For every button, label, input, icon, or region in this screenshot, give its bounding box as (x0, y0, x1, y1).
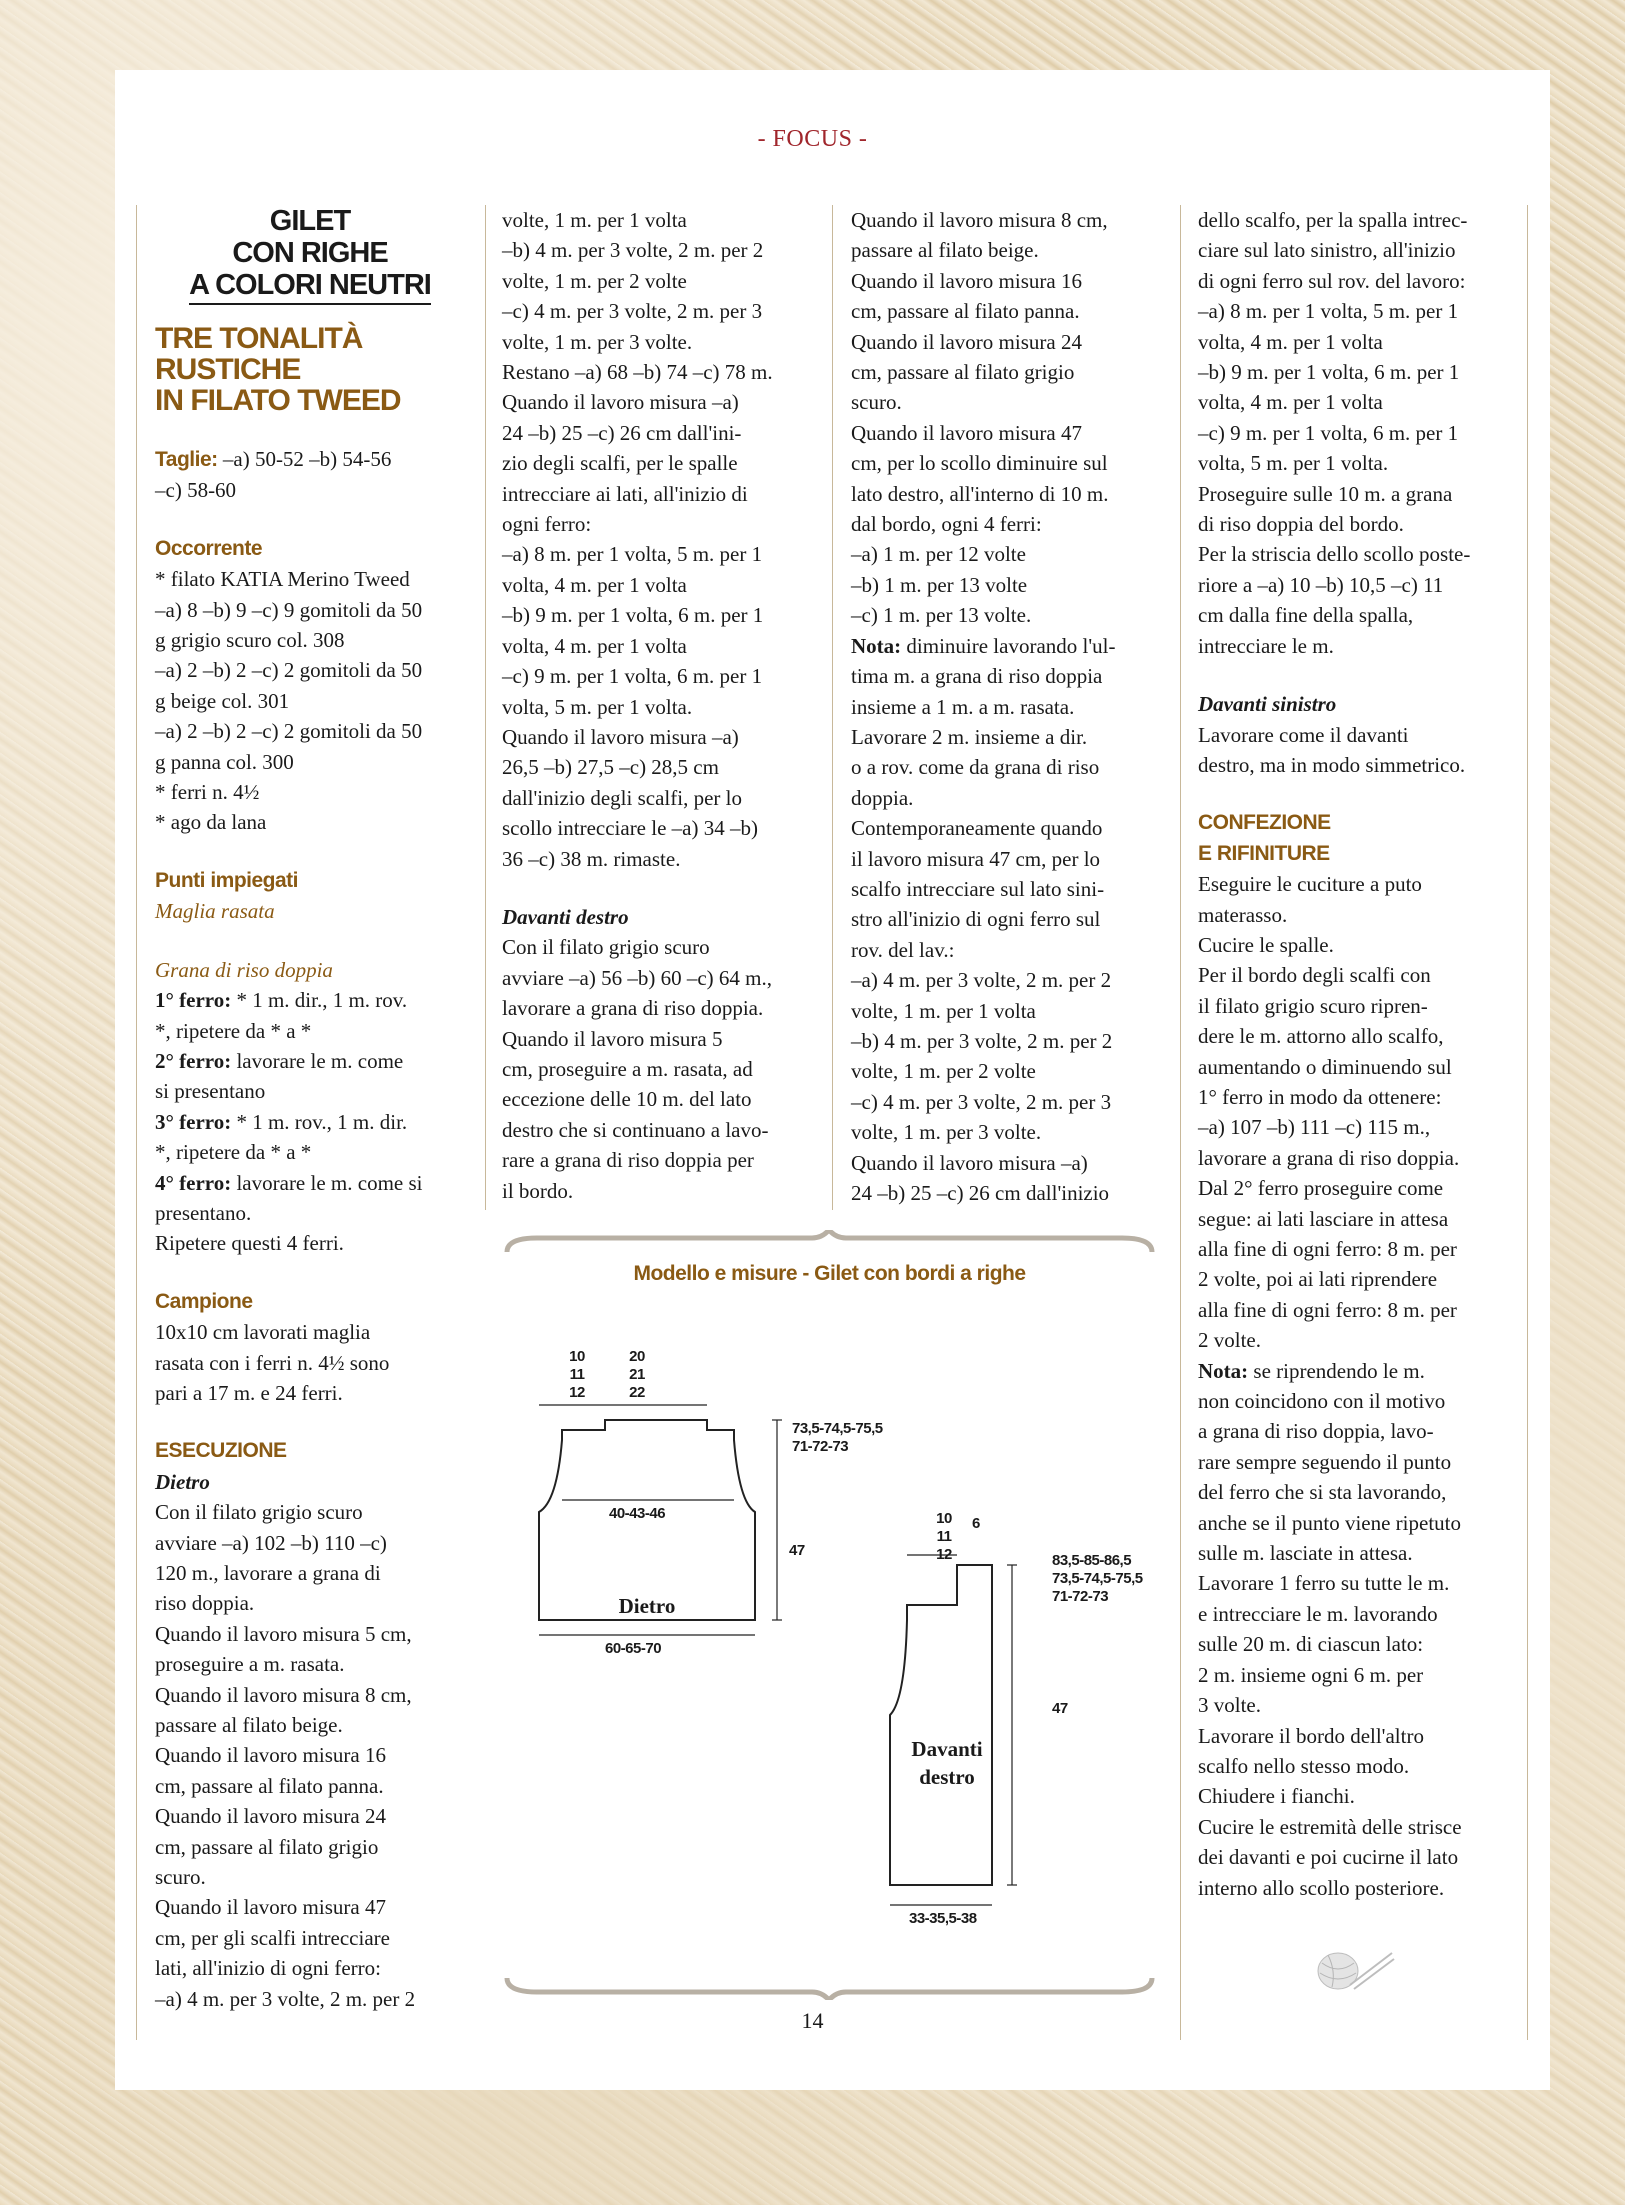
text-line: intrecciare ai lati, all'inizio di (502, 481, 748, 506)
text-line: 26,5 –b) 27,5 –c) 28,5 cm (502, 755, 719, 780)
text-line: stro all'inizio di ogni ferro sul (851, 907, 1101, 932)
text-line: 36 –c) 38 m. rimaste. (502, 846, 681, 871)
text-line: Quando il lavoro misura –a) (502, 390, 739, 415)
text-line: destro che si continuano a lavo- (502, 1117, 769, 1142)
text-line: e intrecciare le m. lavorando (1198, 1601, 1438, 1626)
text-line: –c) 9 m. per 1 volta, 6 m. per 1 (502, 664, 763, 689)
dietro-piece-label: Dietro (618, 1594, 676, 1618)
text-line: scuro. (155, 1865, 206, 1890)
text-line: –a) 107 –b) 111 –c) 115 m., (1198, 1115, 1431, 1140)
text-line: 2 volte. (1198, 1328, 1261, 1353)
measure-text: 73,5-74,5-75,5 (792, 1420, 883, 1437)
text-line: Quando il lavoro misura 5 (502, 1026, 723, 1051)
text-line: Quando il lavoro misura –a) (502, 724, 739, 749)
measure-text: 21 (629, 1366, 645, 1383)
text-line: proseguire a m. rasata. (155, 1652, 345, 1677)
text-line: dello scalfo, per la spalla intrec- (1198, 208, 1468, 232)
confezione-text (1198, 869, 1508, 1356)
text-line: lati, all'inizio di ogni ferro: (155, 1956, 381, 1981)
diagram-title: Modello e misure - Gilet con bordi a righe (633, 1262, 1026, 1285)
text-line: Quando il lavoro misura 16 (851, 268, 1082, 293)
column-rule (485, 205, 486, 1210)
text-line: scalfo intrecciare sul lato sini- (851, 876, 1105, 901)
measure-47: 47 (789, 1542, 805, 1559)
text-line: 24 –b) 25 –c) 26 cm dall'ini- (502, 420, 742, 445)
occorrente-heading: Occorrente (155, 536, 263, 560)
text-line: scalfo nello stesso modo. (1198, 1753, 1410, 1778)
text-line: –c) 4 m. per 3 volte, 2 m. per 3 (851, 1089, 1112, 1114)
text-line: volte, 1 m. per 2 volte (851, 1059, 1036, 1084)
measure-text: 10 (569, 1348, 585, 1365)
text-line: rare a grana di riso doppia per (502, 1148, 754, 1173)
text-line: scuro. (851, 390, 902, 415)
column-1 (155, 205, 465, 2014)
measure-front-right (1052, 1552, 1143, 1606)
text-line: Quando il lavoro misura 5 cm, (155, 1621, 412, 1646)
occorrente-list (155, 564, 465, 838)
confezione-heading: CONFEZIONE (1198, 811, 1331, 835)
measure-text: 73,5-74,5-75,5 (1052, 1570, 1143, 1587)
measure-40-43-46: 40-43-46 (609, 1505, 666, 1522)
text-line: anche se il punto viene ripetuto (1198, 1510, 1462, 1535)
dietro-heading: Dietro (155, 1469, 210, 1494)
text-line: Proseguire sulle 10 m. a grana (1198, 481, 1453, 506)
text-line: rare sempre seguendo il punto (1198, 1449, 1452, 1474)
text-line: 1° ferro in modo da ottenere: (1198, 1084, 1442, 1109)
column-3 (851, 205, 1161, 1208)
text-line: Quando il lavoro misura 8 cm, (155, 1682, 412, 1707)
text-line: cm, proseguire a m. rasata, ad (502, 1056, 753, 1081)
text-line: cm dalla fine della spalla, (1198, 603, 1414, 628)
text-line: 2 m. insieme ogni 6 m. per (1198, 1662, 1424, 1687)
taglie-label: Taglie: (155, 448, 218, 471)
text-line: interno allo scollo posteriore. (1198, 1875, 1445, 1900)
text-line: lato destro, all'interno di 10 m. (851, 481, 1109, 506)
text-line: Quando il lavoro misura 24 (155, 1804, 386, 1829)
bracket-top (507, 1230, 1152, 1252)
text-line: 24 –b) 25 –c) 26 cm dall'inizio (851, 1181, 1110, 1205)
text-line: cm, passare al filato grigio (851, 360, 1075, 385)
text-line: volta, 4 m. per 1 volta (1198, 390, 1383, 415)
measure-text: 11 (936, 1528, 952, 1545)
text-line: dei davanti e poi cucirne il lato (1198, 1845, 1459, 1870)
dietro-text (155, 1497, 465, 2014)
text-line: 10x10 cm lavorati maglia (155, 1320, 371, 1345)
yarn-ball-icon (1310, 1945, 1395, 1995)
text-line: –a) 2 –b) 2 –c) 2 gomitoli da 50 (155, 658, 423, 683)
text-line: dall'inizio degli scalfi, per lo (502, 785, 742, 810)
nota-text: se riprendendo le m. (1248, 1358, 1425, 1383)
text-line: –c) 1 m. per 13 volte. (851, 603, 1032, 628)
subtitle-line: RUSTICHE (155, 353, 301, 386)
text-line: lavorare a grana di riso doppia. (1198, 1145, 1460, 1170)
measure-text: 22 (629, 1384, 645, 1401)
text-line: il lavoro misura 47 cm, per lo (851, 846, 1101, 871)
text-line: volte, 1 m. per 1 volta (502, 208, 687, 232)
subtitle-line: TRE TONALITÀ (155, 322, 363, 355)
text-line: volte, 1 m. per 3 volte. (851, 1120, 1042, 1145)
page-number: 14 (801, 2008, 824, 2033)
measure-front-10-11-12 (929, 1510, 959, 1564)
taglie-text: –c) 58-60 (155, 478, 237, 503)
subtitle-line: IN FILATO TWEED (155, 384, 401, 417)
text-line: destro, ma in modo simmetrico. (1198, 752, 1466, 777)
text-line: segue: ai lati lasciare in attesa (1198, 1206, 1449, 1231)
text-line: alla fine di ogni ferro: 8 m. per (1198, 1297, 1457, 1322)
text-line: Quando il lavoro misura 24 (851, 329, 1082, 354)
article-title (155, 205, 465, 305)
ferro-text: *, ripetere da * a * (155, 1018, 312, 1043)
text-line: avviare –a) 102 –b) 110 –c) (155, 1530, 387, 1555)
esecuzione-heading: ESECUZIONE (155, 1439, 287, 1463)
davanti-sinistro-heading: Davanti sinistro (1198, 692, 1337, 717)
column-rule (1180, 205, 1181, 2040)
measure-text: 11 (569, 1366, 585, 1383)
diagram-box (497, 1230, 1162, 2000)
piece-label-line: Davanti (911, 1737, 983, 1761)
text-line: Lavorare 1 ferro su tutte le m. (1198, 1571, 1450, 1596)
text-line: Contemporaneamente quando (851, 816, 1103, 841)
nota-label: Nota: (851, 633, 902, 658)
text-line: rov. del lav.: (851, 937, 955, 962)
text-line: Quando il lavoro misura 47 (851, 420, 1082, 445)
text-line: dal bordo, ogni 4 ferri: (851, 512, 1042, 537)
nota-text: diminuire lavorando l'ul- (901, 633, 1116, 658)
ferro-label: 2° ferro: (155, 1048, 232, 1073)
text-line: Con il filato grigio scuro (155, 1500, 363, 1525)
page-header: - FOCUS - (757, 126, 868, 152)
campione-text (155, 1317, 465, 1408)
text-line: * ferri n. 4½ (155, 780, 260, 805)
ferro-text: * 1 m. rov., 1 m. dir. (231, 1109, 408, 1134)
text-line: –a) 4 m. per 3 volte, 2 m. per 2 (851, 968, 1112, 993)
measure-front-47: 47 (1052, 1700, 1068, 1717)
text-line: avviare –a) 56 –b) 60 –c) 64 m., (502, 965, 772, 990)
text-line: intrecciare le m. (1198, 633, 1334, 658)
text-line: –c) 4 m. per 3 volte, 2 m. per 3 (502, 299, 763, 324)
davanti-outline (890, 1565, 992, 1885)
piece-label-line: destro (919, 1765, 975, 1789)
text-line: cm, passare al filato panna. (155, 1773, 384, 1798)
measure-33-35-38: 33-35,5-38 (909, 1910, 977, 1927)
text-line: –a) 1 m. per 12 volte (851, 542, 1026, 567)
text-line: riso doppia. (155, 1591, 255, 1616)
text-line: –c) 9 m. per 1 volta, 6 m. per 1 (1198, 420, 1459, 445)
text-line: –b) 1 m. per 13 volte (851, 572, 1028, 597)
measure-shoulder-back (792, 1420, 883, 1456)
text-line: –b) 9 m. per 1 volta, 6 m. per 1 (1198, 360, 1460, 385)
maglia-rasata-label: Maglia rasata (155, 899, 275, 924)
text-line: Cucire le estremità delle strisce (1198, 1814, 1462, 1839)
text-line: Restano –a) 68 –b) 74 –c) 78 m. (502, 360, 773, 385)
nota-label: Nota: (1198, 1358, 1249, 1383)
ferro-text: lavorare le m. come si (231, 1170, 423, 1195)
column-3-text (851, 661, 1161, 1208)
davanti-destro-text (502, 932, 812, 1206)
text-line: volte, 1 m. per 3 volte. (502, 329, 693, 354)
text-line: –a) 4 m. per 3 volte, 2 m. per 2 (155, 1986, 416, 2011)
ferro-label: 3° ferro: (155, 1109, 232, 1134)
text-line: g grigio scuro col. 308 (155, 628, 345, 653)
text-line: volte, 1 m. per 1 volta (851, 998, 1036, 1023)
confezione-heading: E RIFINITURE (1198, 841, 1330, 865)
davanti-sinistro-text (1198, 720, 1508, 781)
text-line: 2 volte, poi ai lati riprendere (1198, 1267, 1438, 1292)
text-line: o a rov. come da grana di riso (851, 755, 1100, 780)
column-4 (1198, 205, 1508, 1903)
ferro-text: presentano. (155, 1200, 252, 1225)
measure-text: 10 (936, 1510, 952, 1527)
text-line: sulle 20 m. di ciascun lato: (1198, 1632, 1424, 1657)
column-3-text (851, 205, 1161, 631)
text-line: Dal 2° ferro proseguire come (1198, 1176, 1444, 1201)
text-line: pari a 17 m. e 24 ferri. (155, 1380, 343, 1405)
measure-text: 12 (936, 1546, 952, 1563)
ripetere-text: Ripetere questi 4 ferri. (155, 1231, 344, 1256)
text-line: cm, per gli scalfi intrecciare (155, 1925, 390, 1950)
punti-heading: Punti impiegati (155, 868, 299, 892)
text-line: volta, 5 m. per 1 volta. (502, 694, 693, 719)
column-rule (832, 205, 833, 1210)
text-line: zio degli scalfi, per le spalle (502, 451, 738, 476)
text-line: Per la striscia dello scollo poste- (1198, 542, 1471, 567)
title-line: CON RIGHE (232, 237, 388, 269)
ferro-text: * 1 m. dir., 1 m. rov. (231, 988, 408, 1013)
bracket-bottom (507, 1978, 1152, 2000)
text-line: Per il bordo degli scalfi con (1198, 963, 1431, 988)
text-line: 3 volte. (1198, 1693, 1261, 1718)
text-line: dere le m. attorno allo scalfo, (1198, 1024, 1444, 1049)
taglie-text: –a) 50-52 –b) 54-56 (217, 447, 392, 471)
text-line: * filato KATIA Merino Tweed (155, 567, 410, 592)
text-line: di ogni ferro sul rov. del lavoro: (1198, 268, 1466, 293)
text-line: ciare sul lato sinistro, all'inizio (1198, 238, 1456, 263)
text-line: non coincidono con il motivo (1198, 1389, 1446, 1414)
text-line: volta, 4 m. per 1 volta (502, 633, 687, 658)
text-line: –b) 4 m. per 3 volte, 2 m. per 2 (851, 1028, 1113, 1053)
text-line: aumentando o diminuendo sul (1198, 1054, 1452, 1079)
grana-heading: Grana di riso doppia (155, 957, 333, 982)
text-line: Lavorare come il davanti (1198, 722, 1409, 747)
ferro-text: lavorare le m. come (231, 1048, 404, 1073)
text-line: a grana di riso doppia, lavo- (1198, 1419, 1434, 1444)
text-line: g beige col. 301 (155, 688, 290, 713)
article-subtitle (155, 323, 465, 416)
davanti-destro-heading: Davanti destro (502, 904, 629, 929)
text-line: passare al filato beige. (851, 238, 1039, 263)
text-line: Quando il lavoro misura 8 cm, (851, 208, 1108, 232)
text-line: ogni ferro: (502, 512, 592, 537)
column-rule (1527, 205, 1528, 2040)
text-line: doppia. (851, 785, 914, 810)
title-line: A COLORI NEUTRI (189, 269, 431, 305)
text-line: tima m. a grana di riso doppia (851, 664, 1103, 689)
text-line: cm, passare al filato panna. (851, 299, 1080, 324)
text-line: lavorare a grana di riso doppia. (502, 996, 764, 1021)
text-line: insieme a 1 m. a m. rasata. (851, 694, 1075, 719)
text-line: scollo intrecciare le –a) 34 –b) (502, 816, 758, 841)
text-line: il filato grigio scuro ripren- (1198, 993, 1428, 1018)
text-line: * ago da lana (155, 810, 267, 835)
measure-10-11-12 (562, 1348, 592, 1402)
text-line: materasso. (1198, 902, 1288, 927)
measure-text: 12 (569, 1384, 585, 1401)
measure-text: 20 (629, 1348, 645, 1365)
text-line: Con il filato grigio scuro (502, 935, 710, 960)
text-line: cm, passare al filato grigio (155, 1834, 379, 1859)
text-line: Chiudere i fianchi. (1198, 1784, 1355, 1809)
text-line: volte, 1 m. per 2 volte (502, 268, 687, 293)
text-line: –a) 8 –b) 9 –c) 9 gomitoli da 50 (155, 597, 423, 622)
text-line: cm, per lo scollo diminuire sul (851, 451, 1108, 476)
text-line: Quando il lavoro misura –a) (851, 1150, 1088, 1175)
text-line: –b) 4 m. per 3 volte, 2 m. per 2 (502, 238, 764, 263)
campione-heading: Campione (155, 1289, 253, 1313)
text-line: –b) 9 m. per 1 volta, 6 m. per 1 (502, 603, 764, 628)
column-2-text (502, 205, 812, 874)
text-line: di riso doppia del bordo. (1198, 512, 1404, 537)
ferro-label: 1° ferro: (155, 988, 232, 1013)
text-line: riore a –a) 10 –b) 10,5 –c) 11 (1198, 572, 1444, 597)
text-line: 120 m., lavorare a grana di (155, 1561, 381, 1585)
measure-60-65-70: 60-65-70 (605, 1640, 662, 1657)
text-line: volta, 4 m. per 1 volta (1198, 329, 1383, 354)
measure-6: 6 (972, 1515, 980, 1532)
measure-20-21-22 (622, 1348, 652, 1402)
title-line: GILET (269, 205, 351, 237)
text-line: sulle m. lasciate in attesa. (1198, 1541, 1413, 1566)
davanti-piece-label (897, 1735, 997, 1791)
text-line: volta, 4 m. per 1 volta (502, 572, 687, 597)
text-line: Quando il lavoro misura 16 (155, 1743, 386, 1768)
column-2 (502, 205, 812, 1206)
text-line: il bordo. (502, 1178, 574, 1203)
text-line: –a) 8 m. per 1 volta, 5 m. per 1 (502, 542, 763, 567)
column-4-text (1198, 205, 1508, 661)
measure-text: 83,5-85-86,5 (1052, 1552, 1132, 1569)
column-rule (136, 205, 137, 2040)
text-line: rasata con i ferri n. 4½ sono (155, 1350, 390, 1375)
text-line: eccezione delle 10 m. del lato (502, 1087, 752, 1112)
text-line: Cucire le spalle. (1198, 932, 1334, 957)
text-line: Lavorare 2 m. insieme a dir. (851, 724, 1088, 749)
text-line: Eseguire le cuciture a puto (1198, 872, 1422, 897)
ferro-label: 4° ferro: (155, 1170, 232, 1195)
text-line: –a) 8 m. per 1 volta, 5 m. per 1 (1198, 299, 1459, 324)
text-line: del ferro che si sta lavorando, (1198, 1480, 1447, 1505)
text-line: alla fine di ogni ferro: 8 m. per (1198, 1237, 1457, 1261)
text-line: passare al filato beige. (155, 1713, 343, 1738)
text-line: Quando il lavoro misura 47 (155, 1895, 386, 1920)
text-line: g panna col. 300 (155, 749, 294, 774)
text-line: Lavorare il bordo dell'altro (1198, 1723, 1424, 1748)
ferro-text: *, ripetere da * a * (155, 1140, 312, 1165)
measure-text: 71-72-73 (1052, 1588, 1109, 1605)
measure-text: 71-72-73 (792, 1438, 849, 1455)
text-line: –a) 2 –b) 2 –c) 2 gomitoli da 50 (155, 719, 423, 744)
text-line: volta, 5 m. per 1 volta. (1198, 451, 1389, 476)
ferro-text: si presentano (155, 1079, 266, 1104)
confezione-text (1198, 1386, 1508, 1903)
